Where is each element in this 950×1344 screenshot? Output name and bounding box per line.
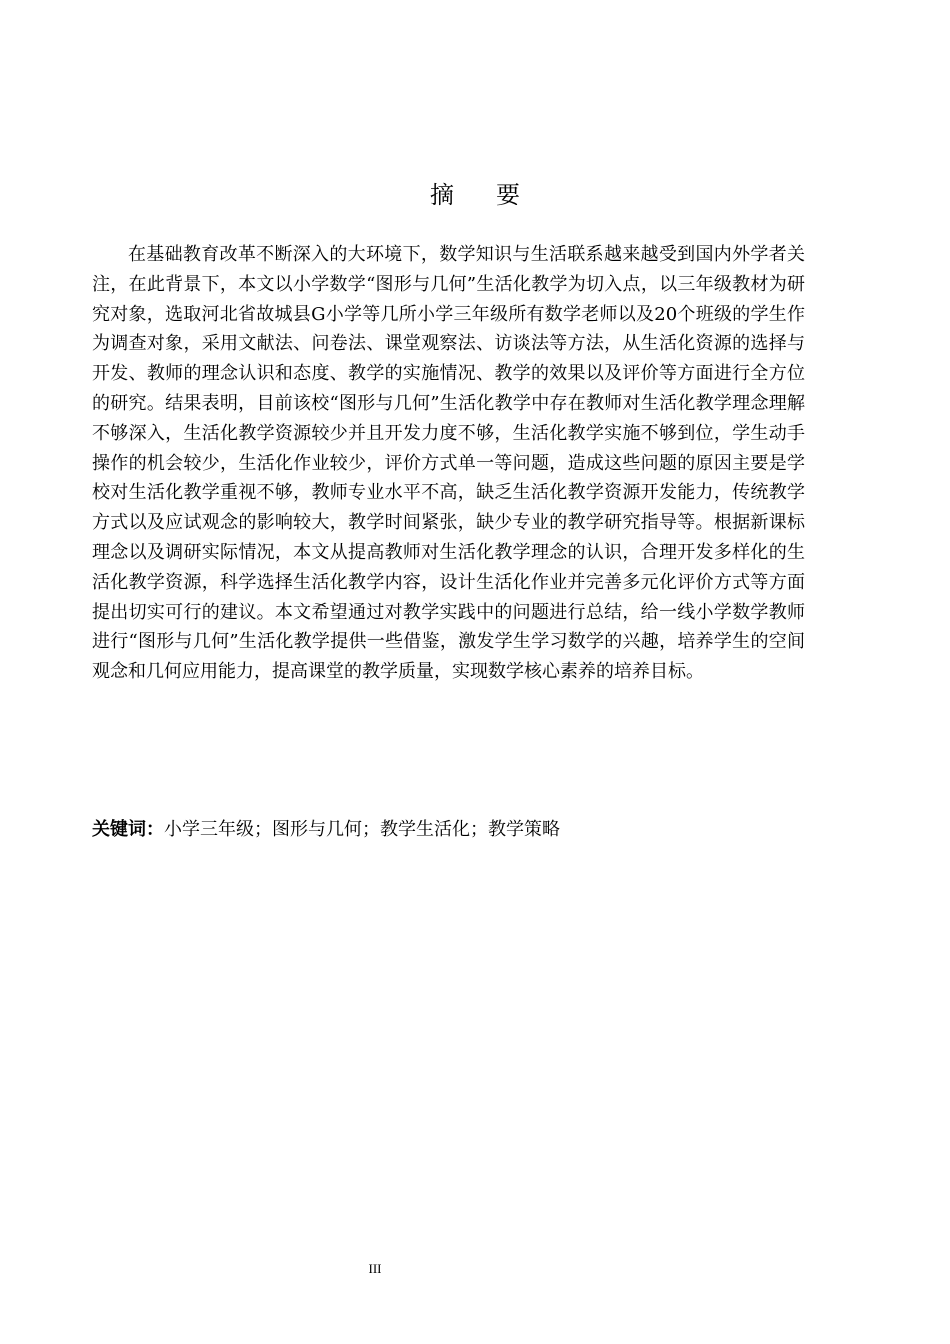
keywords-label: 关键词： bbox=[92, 819, 164, 840]
abstract-title bbox=[0, 177, 950, 213]
abstract-title-char-1: 摘 bbox=[430, 181, 454, 209]
keywords-line bbox=[92, 815, 805, 845]
keywords-list: 小学三年级；图形与几何；教学生活化；教学策略 bbox=[164, 819, 560, 840]
abstract-paragraph: 在基础教育改革不断深入的大环境下，数学知识与生活联系越来越受到国内外学者关注，在此背景下，本文以小学数学“图形与几何”生活化教学为切入点，以三年级教材为研究对象，选取河北省故城县G小学等几所小学三年级所有数学老师以及20个班级的学生作为调查对象，采用文献法、问卷法、课堂观察法、访谈法等方法，从生活化资源的选择与开发、教师的理念认识和态度、教学的实施情况、教学的效果以及评价等方面进行全方位的研究。结果表明，目前该校“图形与几何”生活化教学中存在教师对生活化教学理念理解不够深入，生活化教学资源较少并且开发力度不够，生活化教学实施不够到位，学生动手操作的机会较少，生活化作业较少，评价方式单一等问题，造成这些问题的原因主要是学校对生活化教学重视不够，教师专业水平不高，缺乏生活化教学资源开发能力，传统教学方式以及应试观念的影响较大，教学时间紧张，缺少专业的教学研究指导等。根据新课标理念以及调研实际情况，本文从提高教师对生活化教学理念的认识，合理开发多样化的生活化教学资源，科学选择生活化教学内容，设计生活化作业并完善多元化评价方式等方面提出切实可行的建议。本文希望通过对教学实践中的问题进行总结，给一线小学数学教师进行“图形与几何”生活化教学提供一些借鉴，激发学生学习数学的兴趣，培养学生的空间观念和几何应用能力，提高课堂的教学质量，实现数学核心素养的培养目标。 bbox=[92, 244, 805, 683]
page-number: III bbox=[368, 1261, 382, 1276]
abstract-title-char-2: 要 bbox=[496, 181, 520, 209]
